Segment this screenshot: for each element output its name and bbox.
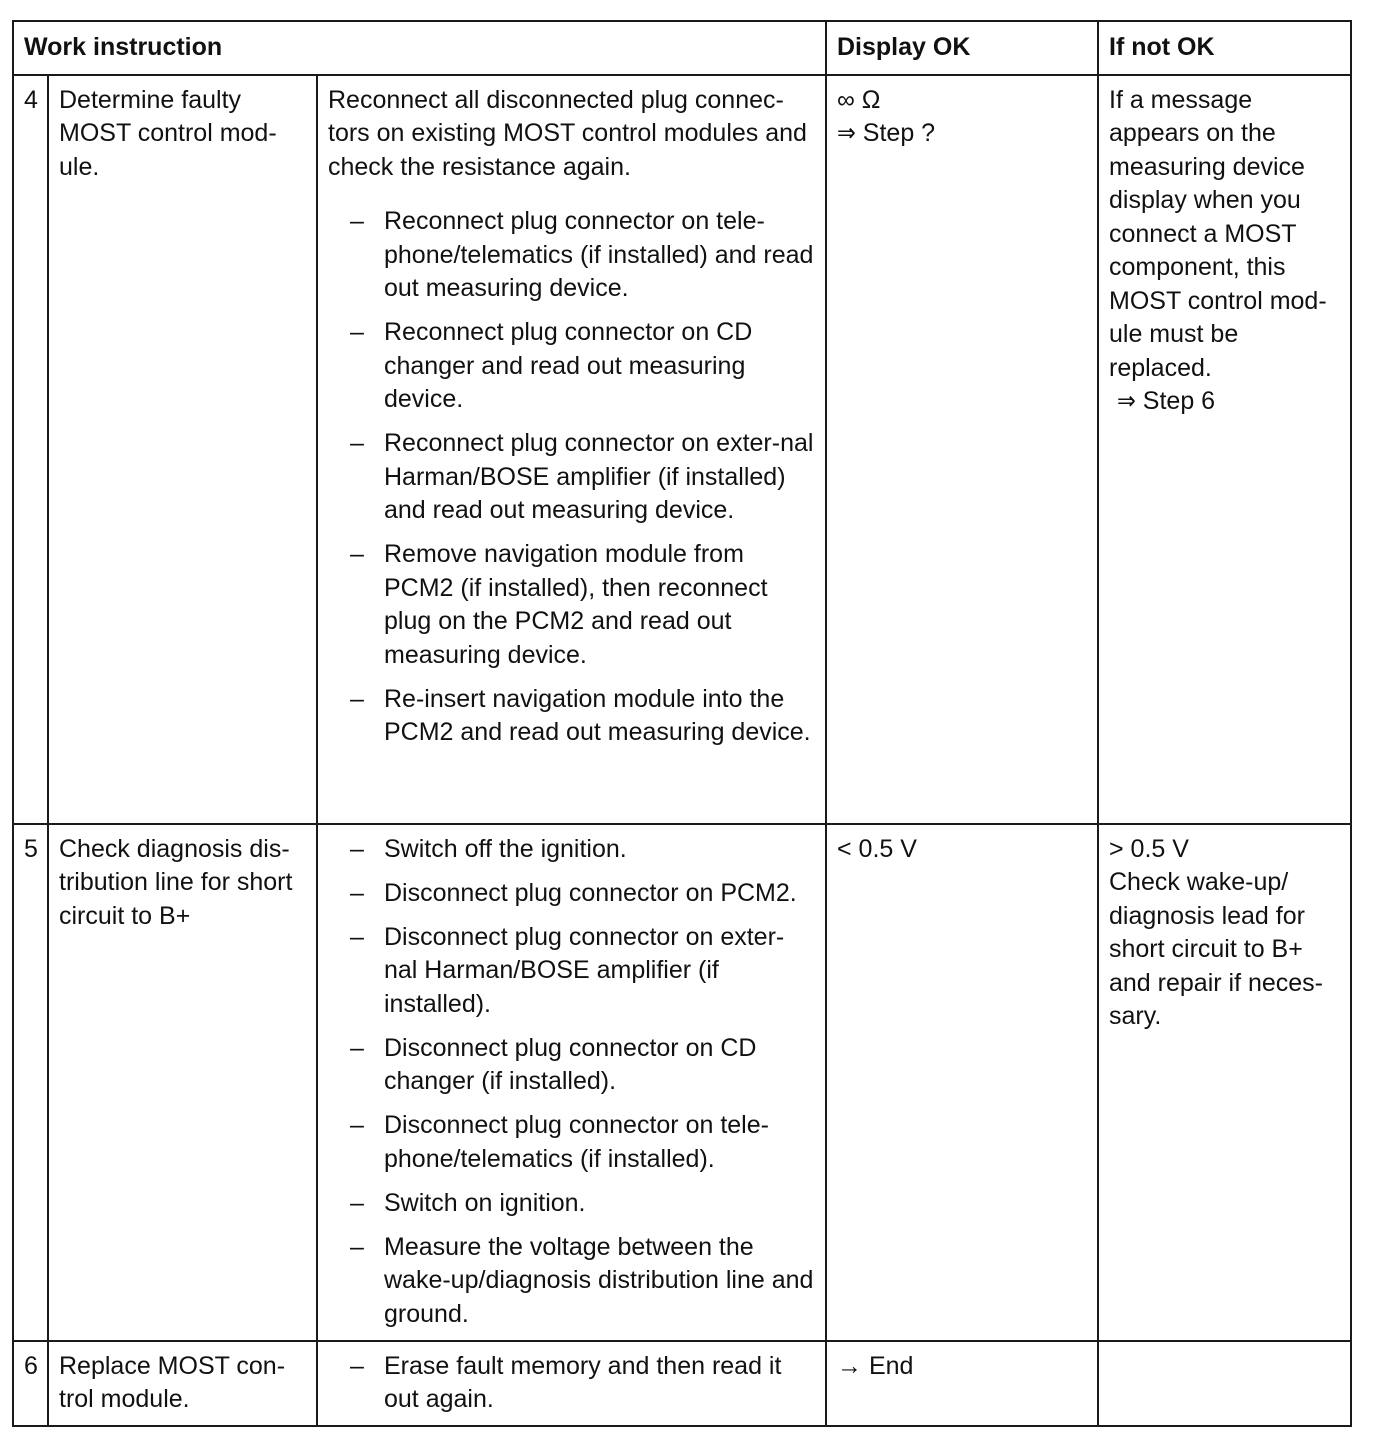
if-not-ok-cell xyxy=(1098,75,1351,824)
bullet-dash: – xyxy=(350,1188,364,1217)
instruction-item: – Disconnect plug connector on PCM2. xyxy=(328,877,815,911)
step-task: Replace MOST con-trol module. xyxy=(48,1341,317,1426)
instruction-item: – Reconnect plug connector on exter-nal Harman/BOSE amplifier (if installed) and read out measuring device. xyxy=(350,429,814,524)
bullet-dash: – xyxy=(350,1351,364,1380)
display-ok-cell xyxy=(826,824,1098,1341)
instruction-item: – Disconnect plug connector on CD changer (if installed). xyxy=(350,1033,757,1095)
instruction-item: – Disconnect plug connector on exter-nal Harman/BOSE amplifier (if installed). xyxy=(350,922,785,1018)
table-row-step-5 xyxy=(13,824,1351,1341)
display-ok-value: ∞ Ω xyxy=(837,85,881,114)
instruction-item: – Measure the voltage between the wake-up/diagnosis distribution line and ground. xyxy=(350,1232,814,1328)
table-row-step-4 xyxy=(13,75,1351,824)
step-instructions xyxy=(317,75,826,824)
instruction-list xyxy=(328,205,815,750)
if-not-ok-cell xyxy=(1098,1341,1351,1426)
header-row xyxy=(13,21,1351,75)
work-instruction-table xyxy=(12,20,1352,1427)
header-display-ok: Display OK xyxy=(826,21,1098,75)
step-number: 4 xyxy=(13,75,48,824)
if-not-ok-value: > 0.5 V xyxy=(1109,834,1189,863)
instruction-item: – Re-insert navigation module into the PCM2 and read out measuring device. xyxy=(350,684,811,746)
display-ok-value: → End xyxy=(837,1351,914,1380)
bullet-dash: – xyxy=(350,878,364,907)
instruction-item: – Reconnect plug connector on CD changer and read out measuring device. xyxy=(350,318,753,413)
if-not-ok-step: ⇒ Step 6 xyxy=(1117,387,1216,415)
step-number: 5 xyxy=(13,824,48,1341)
if-not-ok-text: If a message appears on the measuring device display when you connect a MOST component, this MOST control mod-ule must be replaced. xyxy=(1109,85,1327,382)
step-task: Check diagnosis dis-tribution line for short circuit to B+ xyxy=(48,824,317,1341)
bullet-dash: – xyxy=(350,922,364,951)
bullet-dash: – xyxy=(350,834,364,863)
bullet-dash: – xyxy=(350,684,364,713)
display-ok-cell xyxy=(826,1341,1098,1426)
step-instructions xyxy=(317,824,826,1341)
if-not-ok-text: Check wake-up/ diagnosis lead for short circuit to B+ and repair if neces-sary. xyxy=(1109,868,1324,1030)
if-not-ok-cell xyxy=(1098,824,1351,1341)
instruction-item: – Reconnect plug connector on tele-phone/telematics (if installed) and read out measuring device. xyxy=(350,207,814,302)
bullet-dash: – xyxy=(350,540,364,568)
step-task: Determine faulty MOST control mod-ule. xyxy=(48,75,317,824)
step-instructions xyxy=(317,1341,826,1426)
display-ok-cell xyxy=(826,75,1098,824)
bullet-dash: – xyxy=(350,1232,364,1261)
step-intro: Reconnect all disconnected plug connec-tors on existing MOST control modules and check the resistance again. xyxy=(328,85,807,181)
bullet-dash: – xyxy=(350,318,364,346)
bullet-dash: – xyxy=(350,1111,364,1139)
instruction-item: – Erase fault memory and then read it out again. xyxy=(350,1351,782,1413)
display-ok-value: < 0.5 V xyxy=(837,834,917,863)
instruction-item: – Remove navigation module from PCM2 (if installed), then reconnect plug on the PCM2 and read out measuring device. xyxy=(350,540,768,669)
bullet-dash: – xyxy=(350,1033,364,1062)
instruction-list xyxy=(328,1350,815,1417)
display-ok-step: ⇒ Step ? xyxy=(837,119,936,147)
bullet-dash: – xyxy=(350,207,364,235)
header-if-not-ok: If not OK xyxy=(1098,21,1351,75)
bullet-dash: – xyxy=(350,429,364,457)
instruction-item: – Disconnect plug connector on tele-phone/telematics (if installed). xyxy=(350,1111,769,1173)
step-number: 6 xyxy=(13,1341,48,1426)
instruction-list xyxy=(328,833,815,1332)
table-row-step-6 xyxy=(13,1341,1351,1426)
header-work-instruction: Work instruction xyxy=(13,21,826,75)
instruction-item: – Switch on ignition. xyxy=(328,1187,815,1221)
instruction-item: – Switch off the ignition. xyxy=(328,833,815,867)
